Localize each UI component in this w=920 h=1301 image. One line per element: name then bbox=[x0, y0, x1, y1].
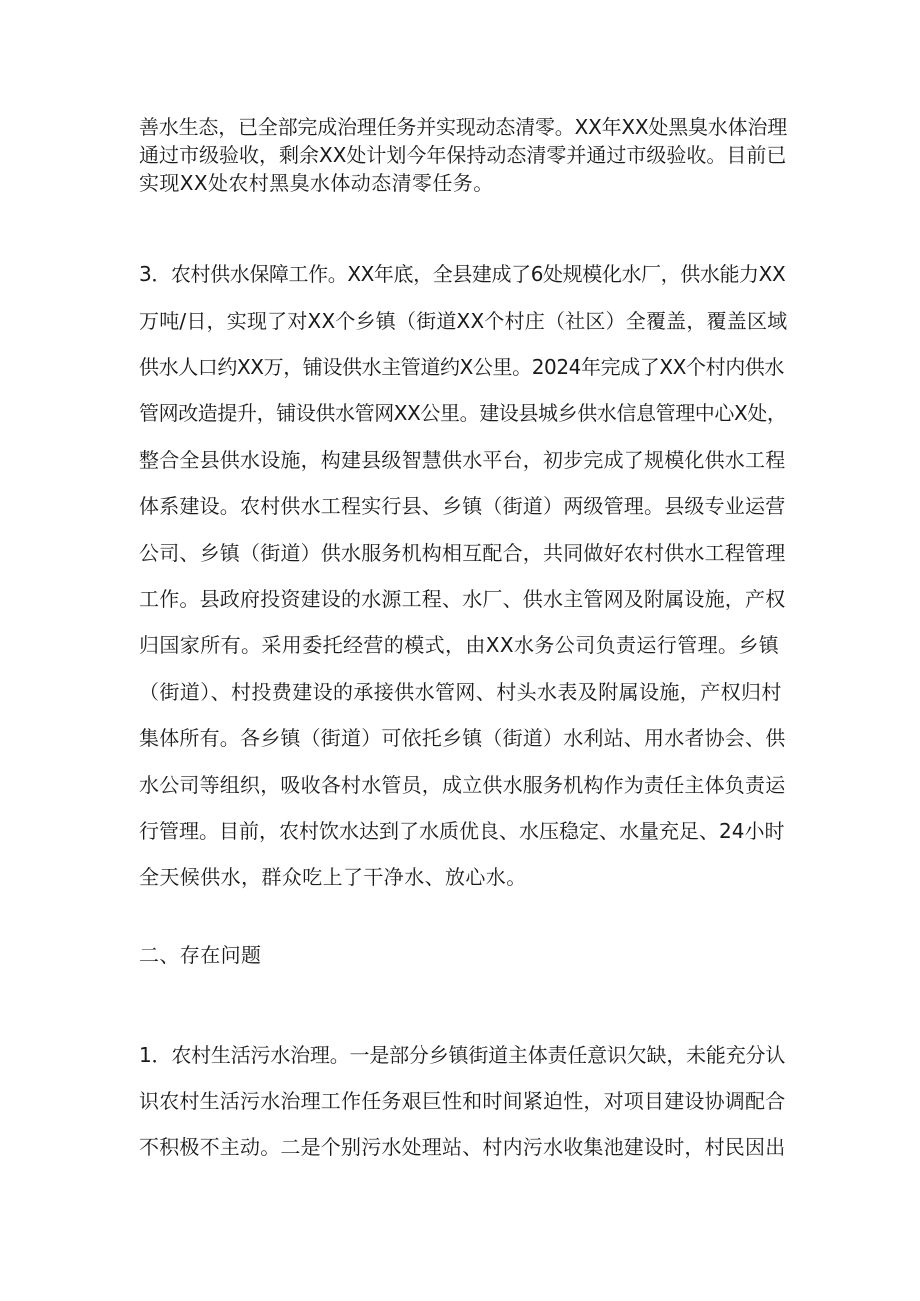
text-line: 行管理。目前，农村饮水达到了水质优良、水压稳定、水量充足、24小时 bbox=[139, 819, 785, 843]
text-line: 不积极不主动。二是个别污水处理站、村内污水收集池建设时，村民因出 bbox=[139, 1135, 786, 1159]
text-line: 整合全县供水设施，构建县级智慧供水平台，初步完成了规模化供水工程 bbox=[139, 448, 786, 472]
text-line: 集体所有。各乡镇（街道）可依托乡镇（街道）水利站、用水者协会、供 bbox=[139, 726, 786, 750]
text-line: 万吨/日，实现了对XX个乡镇（街道XX个村庄（社区）全覆盖，覆盖区域 bbox=[139, 309, 788, 333]
text-line: 水公司等组织，吸收各村水管员，成立供水服务机构作为责任主体负责运 bbox=[139, 773, 786, 797]
text-line: 实现XX处农村黑臭水体动态清零任务。 bbox=[139, 171, 494, 195]
text-line: 管网改造提升，铺设供水管网XX公里。建设县城乡供水信息管理中心X处， bbox=[139, 401, 787, 425]
text-line: 通过市级验收，剩余XX处计划今年保持动态清零并通过市级验收。目前已 bbox=[139, 143, 787, 167]
text-line: 善水生态，已全部完成治理任务并实现动态清零。XX年XX处黑臭水体治理 bbox=[139, 115, 788, 139]
section-heading: 二、存在问题 bbox=[139, 943, 262, 967]
text-line: （街道）、村投费建设的承接供水管网、村头水表及附属设施，产权归村 bbox=[139, 680, 782, 704]
text-line: 体系建设。农村供水工程实行县、乡镇（街道）两级管理。县级专业运营 bbox=[139, 494, 786, 518]
text-line: 公司、乡镇（街道）供水服务机构相互配合，共同做好农村供水工程管理 bbox=[139, 541, 786, 565]
text-line: 供水人口约XX万，铺设供水主管道约X公里。2024年完成了XX个村内供水 bbox=[139, 355, 785, 379]
text-line: 1．农村生活污水治理。一是部分乡镇街道主体责任意识欠缺，未能充分认 bbox=[139, 1043, 786, 1067]
text-line: 工作。县政府投资建设的水源工程、水厂、供水主管网及附属设施，产权 bbox=[139, 587, 786, 611]
text-line: 3．农村供水保障工作。XX年底，全县建成了6处规模化水厂，供水能力XX bbox=[139, 262, 786, 286]
text-line: 识农村生活污水治理工作任务艰巨性和时间紧迫性，对项目建设协调配合 bbox=[139, 1089, 786, 1113]
text-line: 归国家所有。采用委托经营的模式，由XX水务公司负责运行管理。乡镇 bbox=[139, 633, 780, 657]
text-line: 全天候供水，群众吃上了干净水、放心水。 bbox=[139, 865, 527, 889]
